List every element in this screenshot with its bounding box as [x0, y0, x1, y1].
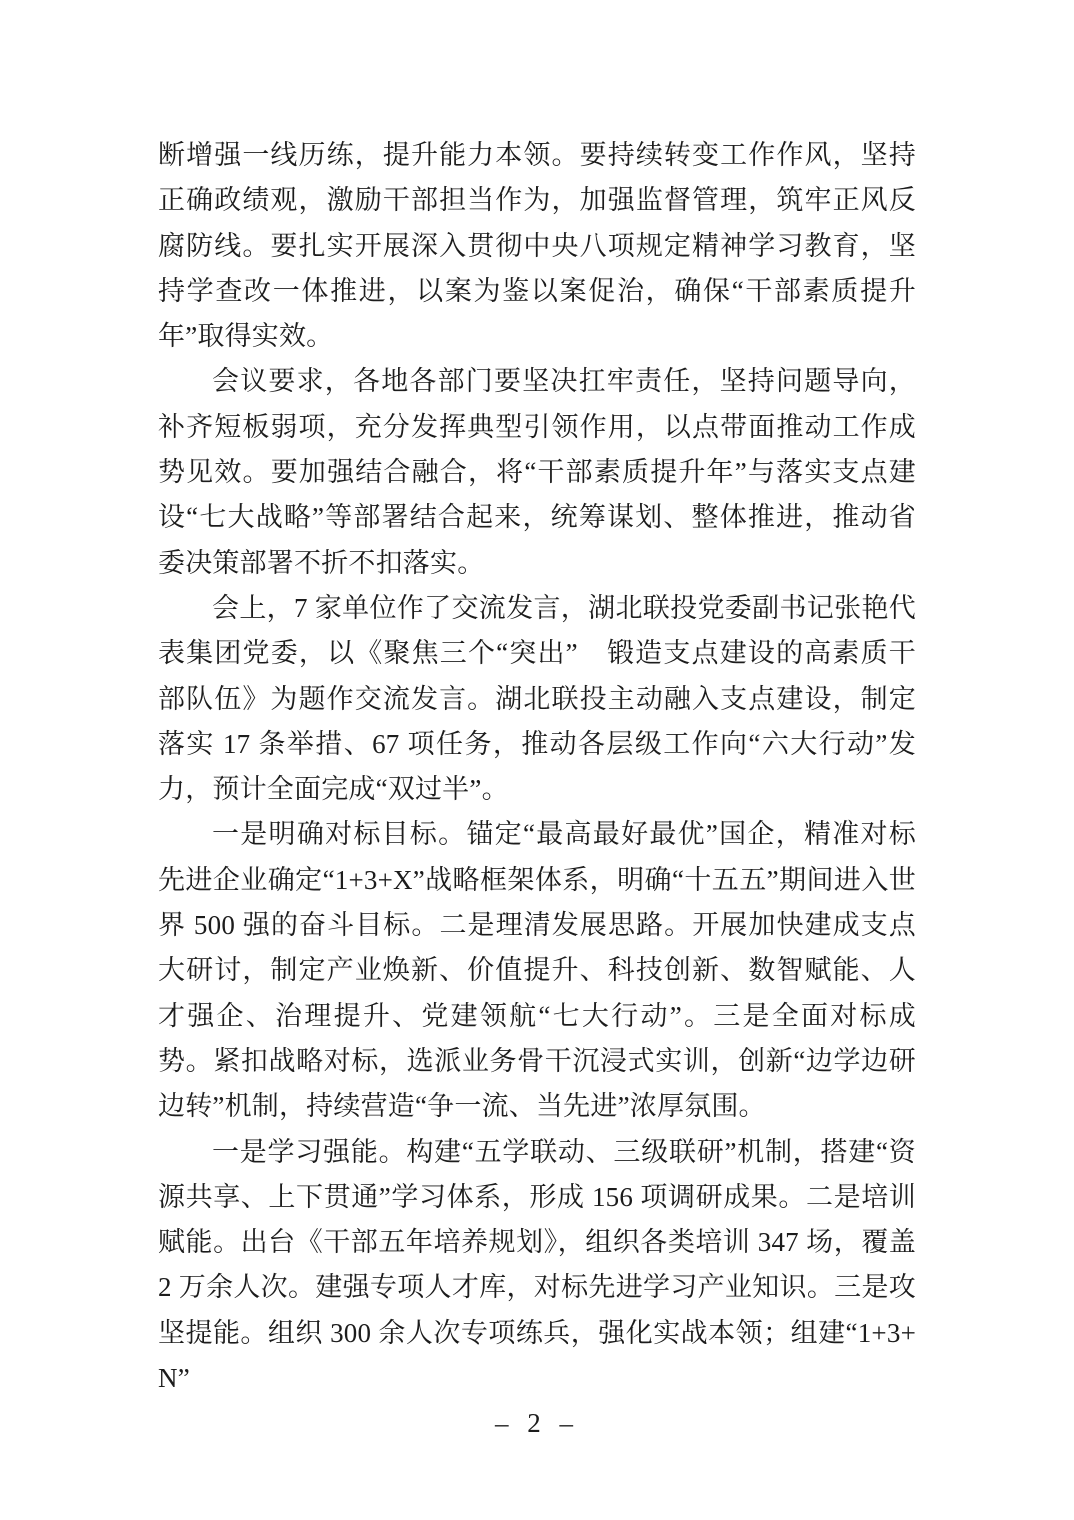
paragraph-continuation: 断增强一线历练，提升能力本领。要持续转变工作作风，坚持正确政绩观，激励干部担当作为，加强监督管理，筑牢正风反腐防线。要扎实开展深入贯彻中央八项规定精神学习教育，坚持学查改一体推进，以案为鉴以案促治，确保“干部素质提升年”取得实效。 [158, 140, 916, 352]
paragraph-exchange-speeches: 会上，7 家单位作了交流发言，湖北联投党委副书记张艳代表集团党委，以《聚焦三个“突出” 锻造支点建设的高素质干部队伍》为题作交流发言。湖北联投主动融入支点建设，制定落实 17 条举措、67 项任务，推动各层级工作向“六大行动”发力，预计全面完成“双过半”。 [158, 592, 916, 805]
page-number: – 2 – [495, 1408, 579, 1438]
document-body [158, 133, 916, 1401]
paragraph-learning-empowerment: 一是学习强能。构建“五学联动、三级联研”机制，搭建“资源共享、上下贯通”学习体系，形成 156 项调研成果。二是培训赋能。出台《干部五年培养规划》，组织各类培训 347 场，覆盖 2 万余人次。建强专项人才库，对标先进学习产业知识。三是攻坚提能。组织 300 余人次专项练兵，强化实战本领；组建“1+3+N” [158, 1136, 916, 1394]
paragraph-meeting-requirements: 会议要求，各地各部门要坚决扛牢责任，坚持问题导向，补齐短板弱项，充分发挥典型引领作用，以点带面推动工作成势见效。要加强结合融合，将“干部素质提升年”与落实支点建设“七大战略”等部署结合起来，统筹谋划、整体推进，推动省委决策部署不折不扣落实。 [158, 366, 916, 578]
paragraph-benchmark-goals: 一是明确对标目标。锚定“最高最好最优”国企，精准对标先进企业确定“1+3+X”战略框架体系，明确“十五五”期间进入世界 500 强的奋斗目标。二是理清发展思路。开展加快建成支点大研讨，制定产业焕新、价值提升、科技创新、数智赋能、人才强企、治理提升、党建领航“七大行动”。三是全面对标成势。紧扣战略对标，选派业务骨干沉浸式实训，创新“边学边研边转”机制，持续营造“争一流、当先进”浓厚氛围。 [158, 819, 916, 1122]
